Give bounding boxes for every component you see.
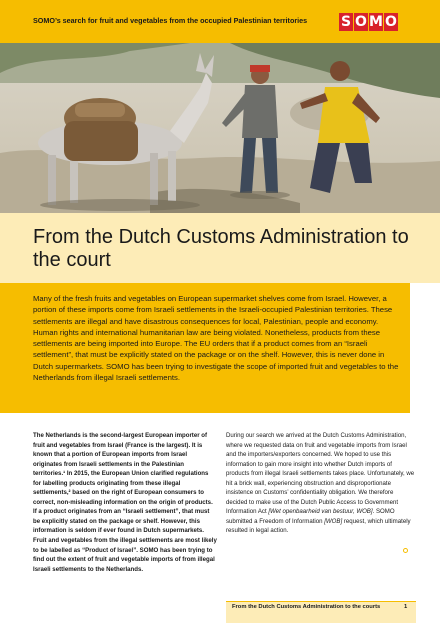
right-text-part: During our search we arrived at the Dutch Customs Administration, where we requested data on fruit and vegetable imports from Israel and the importers/exporters concerned. We hoped to use this information to gain more insight into whether Dutch imports of products from illegal Israeli settlements takes place. Unfortunately, we hit a brick wall, experiencing obstruction and disproportionate insistence on Customs’ confidentiality obligation. We therefore decided to make use of the Dutch Public Access to Government Information Act xyxy=(226,432,415,516)
logo-letter: O xyxy=(385,14,397,30)
cover-photo xyxy=(0,43,440,213)
left-column-text: The Netherlands is the second-largest European importer of fruit and vegetables from Israel (France is the largest). It is known that a portion of European imports from Israel originates from Israeli settlements in the Palestinian territories.¹ In 2015, the European Union clarified regulations for labelling products originating from these illegal settlements,² based on the right of European consumers to correct, non-misleading information on the origin of products. If a product originates from an “Israeli settlement”, that must be explicitly stated on the package or shelf. However, this information is seldom if ever found in Dutch supermarkets. Fruit and vegetables from the illegal settlements are most likely to be labelled as “Product of Israel”. SOMO has been trying to find out the extent of fruit and vegetable imports of from illegal Israeli settlements to the Netherlands. xyxy=(33,432,217,573)
right-column-text xyxy=(226,431,416,536)
intro-text: Many of the fresh fruits and vegetables on European supermarket shelves come from Israel. However, a portion of these imports come from Israeli settlements in the Israeli-occupied Palestinian territories. These settlements are illegal and have disastrous consequences for local, Palestinian, people and economy. Human rights and international humanitarian law are being violated. Nonetheless, products from these settlements are being imported into Europe. The EU orders that if a product comes from an “Israeli settlement”, that must be explicitly stated on the package or on the shelf. However, this is never done in Dutch supermarkets. SOMO has been trying to investigate the scope of imported fruit and vegetables to the Netherlands from illegal Israeli settlements. xyxy=(33,294,399,383)
logo-letter: S xyxy=(340,14,352,30)
photo-donkey-farmers-icon xyxy=(0,43,440,213)
left-column xyxy=(33,431,217,574)
end-mark-icon xyxy=(403,548,408,553)
logo-letter: O xyxy=(355,14,367,30)
right-text-italic: [WOB] xyxy=(324,517,343,525)
header-title: SOMO’s search for fruit and vegetables from the occupied Palestinian territories xyxy=(33,16,308,25)
footer-title: From the Dutch Customs Administration to the courts xyxy=(232,604,381,610)
right-text-part: . SOMO submitted a Freedom of Information xyxy=(226,508,395,525)
intro-paragraph xyxy=(33,293,403,383)
page-number: 1 xyxy=(404,604,408,610)
somo-logo xyxy=(339,13,399,31)
page-headline: From the Dutch Customs Administration to the court xyxy=(33,226,409,271)
right-text-italic: [Wet openbaarheid van bestuur, WOB] xyxy=(268,508,373,516)
right-text-part: request, which ultimately resulted in legal action. xyxy=(226,517,411,535)
logo-letter: M xyxy=(369,14,383,30)
right-column xyxy=(226,431,416,536)
header-bar xyxy=(0,0,440,43)
